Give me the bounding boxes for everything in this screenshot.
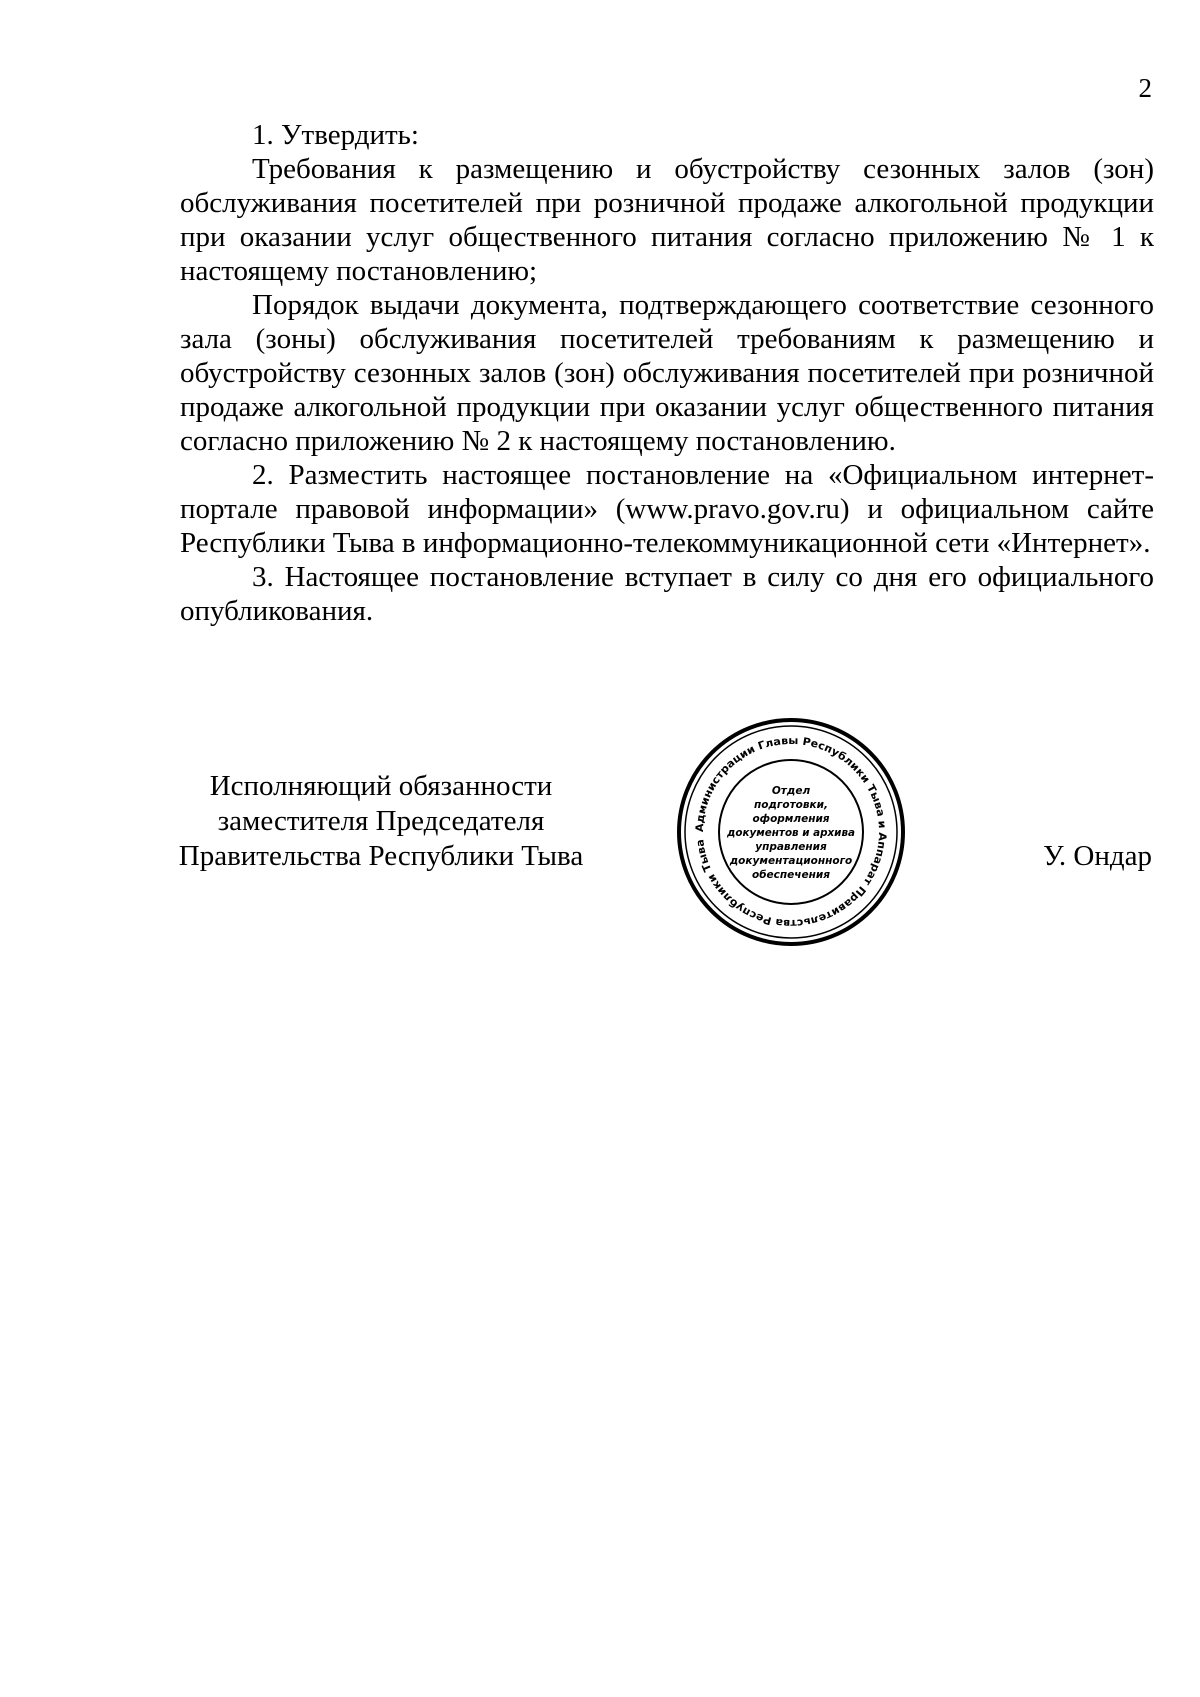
- clause-1-heading: 1. Утвердить:: [252, 119, 419, 151]
- clause-3: 3. Настоящее постановление вступает в силу со дня его официального опубликования.: [180, 561, 1154, 627]
- clause-1-procedure: Порядок выдачи документа, подтверждающего соответствие сезонного зала (зоны) обслуживания посетителей требованиям к размещению и обустройству сезонных залов (зон) обслуживания посетителей при розничной продаже алкогольной продукции при оказании услуг общественного питания согласно приложению № 2 к настоящему постановлению.: [180, 289, 1154, 457]
- seal-graphic: [673, 714, 909, 950]
- seal-center-line: документационного: [729, 855, 853, 867]
- resolution-body: [180, 118, 1154, 628]
- seal-center-line: подготовки,: [753, 799, 829, 811]
- page-number: 2: [1138, 73, 1152, 103]
- signer-position: [176, 769, 586, 874]
- clause-1-requirements: Требования к размещению и обустройству сезонных залов (зон) обслуживания посетителей при розничной продаже алкогольной продукции при оказании услуг общественного питания согласно приложению № 1 к настоящему постановлению;: [180, 153, 1154, 287]
- seal-center-line: управления: [755, 841, 827, 853]
- seal-center-line: документов и архива: [726, 827, 855, 839]
- clause-2: 2. Разместить настоящее постановление на «Официальном интернет-портале правовой информации» (www.pravo.gov.ru) и официальном сайте Республики Тыва в информационно-телекоммуникационной сети «Интернет».: [180, 459, 1154, 559]
- seal-center-line: Отдел: [771, 785, 811, 797]
- signer-name: У. Ондар: [1043, 840, 1152, 872]
- seal-center-line: оформления: [752, 813, 830, 825]
- seal-center-line: обеспечения: [752, 869, 830, 881]
- signer-position-line: Правительства Республики Тыва: [178, 840, 584, 872]
- seal-ring-text: Администрации Главы Республики Тыва и Аппарат Правительства Республики Тыва: [693, 734, 889, 930]
- signer-position-line: заместителя Председателя: [217, 805, 545, 837]
- signer-position-line: Исполняющий обязанности: [209, 770, 553, 802]
- official-seal: [673, 714, 909, 950]
